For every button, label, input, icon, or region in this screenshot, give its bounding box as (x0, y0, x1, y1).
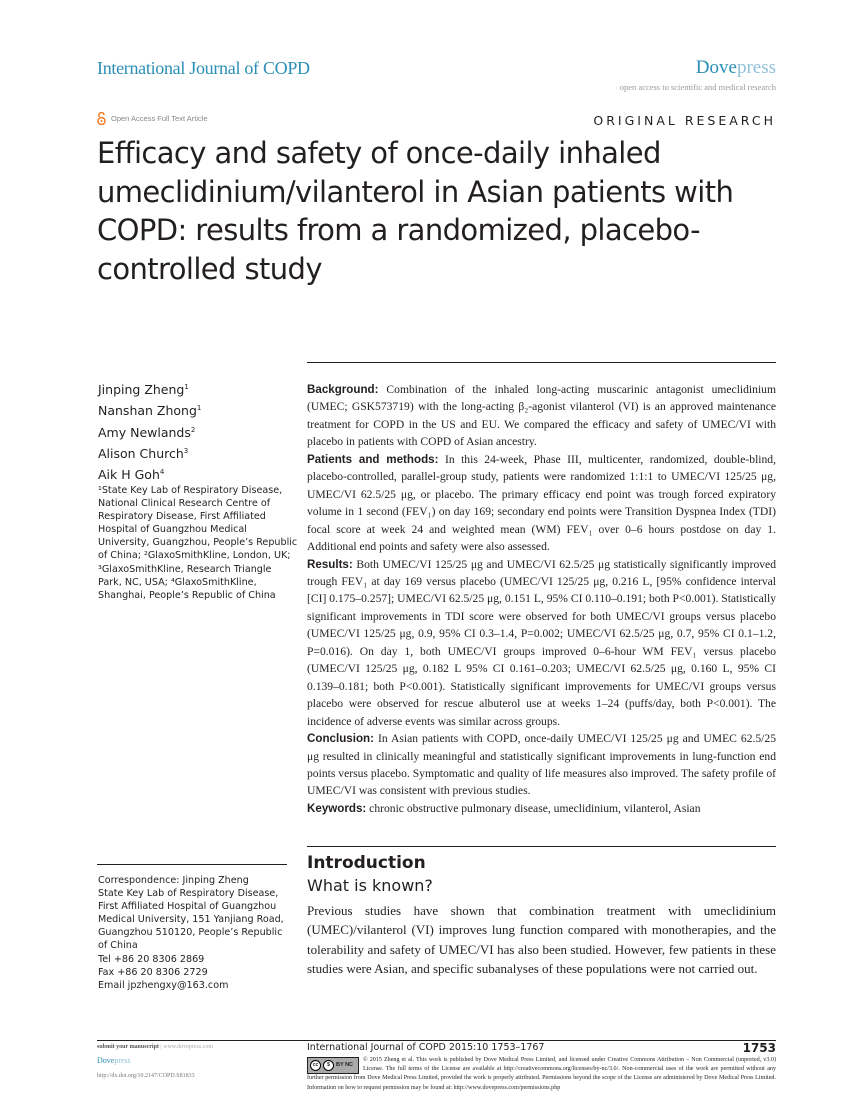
introduction-text: Previous studies have shown that combination treatment with umeclidinium (UMEC)/vilanterol (VI) improves lung function compared with monotherapies, and the tolerability and safety of UMEC/VI has also been studied. However, few patients in these studies were Asian, and specific subanalyses of these populations were not carried out. (307, 903, 776, 977)
author: Nanshan Zhong$^1$ (98, 403, 202, 419)
divider (307, 846, 776, 847)
article-title: Efficacy and safety of once-daily inhaled umeclidinium/vilanterol in Asian patients with COPD: results from a randomized, placebo-controlled study (97, 136, 734, 286)
author: Alison Church$^3$ (98, 446, 189, 462)
footer-publisher-logo: Dovepress (97, 1056, 131, 1065)
open-access-text: Open Access Full Text Article (111, 114, 208, 123)
license-block (307, 1056, 776, 1093)
affiliations: ¹State Key Lab of Respiratory Disease, National Clinical Research Centre of Respiratory Disease, First Affiliated Hospital of Guangzhou Medical University, Guangzhou, People’s Republic of China; ²GlaxoSmithKline, London, UK; ³GlaxoSmithKline, Research Triangle Park, NC, USA; ⁴GlaxoSmithKline, Shanghai, People’s Republic of China (98, 485, 298, 601)
cc-license-badge-icon[interactable]: cc $ BY NC (307, 1057, 359, 1074)
subsection-heading: What is known? (307, 876, 433, 895)
author: Amy Newlands$^2$ (98, 424, 196, 440)
abstract-conclusion: Conclusion: In Asian patients with COPD, once-daily UMEC/VI 125/25 μg and UMEC 62.5/25 μg resulted in clinically meaningful and statistically significant improvements in lung-function end points versus placebo. Symptomatic and quality of life measures also improved. The safety profile of UMEC/VI was consistent with previous studies. (307, 732, 776, 798)
publisher-logo: Dovepress (695, 57, 776, 78)
author-list (98, 378, 201, 485)
author: Jinping Zheng$^1$ (98, 382, 189, 398)
abstract-keywords: Keywords: chronic obstructive pulmonary disease, umeclidinium, vilanterol, Asian (307, 801, 701, 815)
open-access-lock-icon (97, 112, 106, 125)
section-heading: Introduction (307, 853, 426, 873)
open-access-label (97, 112, 208, 125)
divider (307, 362, 776, 363)
author: Aik H Goh$^4$ (98, 467, 165, 483)
publisher-tagline: open access to scientific and medical research (619, 82, 776, 92)
correspondence: Correspondence: Jinping Zheng State Key Lab of Respiratory Disease, First Affiliated Hospital of Guangzhou Medical University, 151 Yanjiang Road, Guangzhou 510120, People’s Republic of China Tel +86 20 8306 2869 Fax +86 20 8306 2729 Email jpzhengxy@163.com (98, 874, 298, 992)
divider (97, 864, 287, 865)
footer-citation: International Journal of COPD 2015:10 1753–1767 (307, 1042, 545, 1053)
abstract-results: Results: Both UMEC/VI 125/25 μg and UMEC/VI 62.5/25 μg statistically significantly improved trough FEV₁ at day 169 versus placebo (UMEC/VI 125/25 μg, 0.216 L, [95% confidence interval [CI] 0.175–0.257]; UMEC/VI 62.5/25 μg, 0.151 L, 95% CI 0.110–0.191; both P<0.001). Statistically significant improvements in TDI score were observed for both UMEC/VI groups versus placebo (UMEC/VI 125/25 μg, 0.9, 95% CI 0.3–1.4, P=0.002; UMEC/VI 62.5/25 μg, 0.7, 95% CI 0.1–1.2, P=0.016). On day 1, both UMEC/VI groups improved 0–6-hour WM FEV₁ versus placebo (UMEC/VI 125/25 μg, 0.182 L 95% CI 0.161–0.203; UMEC/VI 62.5/25 μg, 0.160 L, 95% CI 0.139–0.181; both P<0.001). Statistically significant improvements for UMEC/VI groups versus placebo were observed for rescue albuterol use at weeks 1–24 (puffs/day, both P<0.001). The incidence of adverse events was similar across groups. (307, 557, 776, 728)
submit-manuscript-link[interactable]: submit your manuscript | www.dovepress.com (97, 1044, 214, 1050)
email-link[interactable]: Email jpzhengxy@163.com (98, 979, 229, 991)
license-text: © 2015 Zheng et al. This work is published by Dove Medical Press Limited, and licensed under Creative Commons Attribution – Non Commercial (unported, v3.0) License. The full terms of the License are available at http://creativecommons.org/licenses/by-nc/3.0/. Non-commercial uses of the work are permitted without any further permission from Dove Medical Press Limited, provided the work is properly attributed. Permissions beyond the scope of the License are administered by Dove Medical Press Limited. Information on how to request permission may be found at: http://www.dovepress.com/permissions.php (307, 1057, 776, 1091)
abstract (307, 381, 776, 817)
footer-divider (97, 1040, 776, 1041)
journal-name: International Journal of COPD (97, 58, 310, 78)
page-number: 1753 (742, 1041, 776, 1055)
abstract-methods: Patients and methods: In this 24-week, Phase III, multicenter, randomized, double-blind, placebo-controlled, parallel-group study, patients were randomized 1:1:1 to UMEC/VI 125/25 μg, UMEC/VI 62.5/25 μg, or placebo. The primary efficacy end point was trough forced expiratory volume in 1 second (FEV₁) on day 169; secondary end points were Transition Dyspnea Index (TDI) focal score at week 24 and weighted mean (WM) FEV₁ over 0–6 hours postdose on day 1. Additional end points and safety were also assessed. (307, 452, 776, 554)
article-type: ORIGINAL RESEARCH (593, 113, 776, 128)
abstract-background: Background: Combination of the inhaled long-acting muscarinic antagonist umeclidinium (UMEC; GSK573719) with the long-acting β₂-agonist vilanterol (VI) is an approved maintenance treatment for COPD in the US and EU. We compared the efficacy and safety of UMEC/VI with placebo in patients with COPD of Asian ancestry. (307, 383, 776, 449)
doi-link[interactable]: http://dx.doi.org/10.2147/COPD.S81833 (97, 1073, 195, 1079)
